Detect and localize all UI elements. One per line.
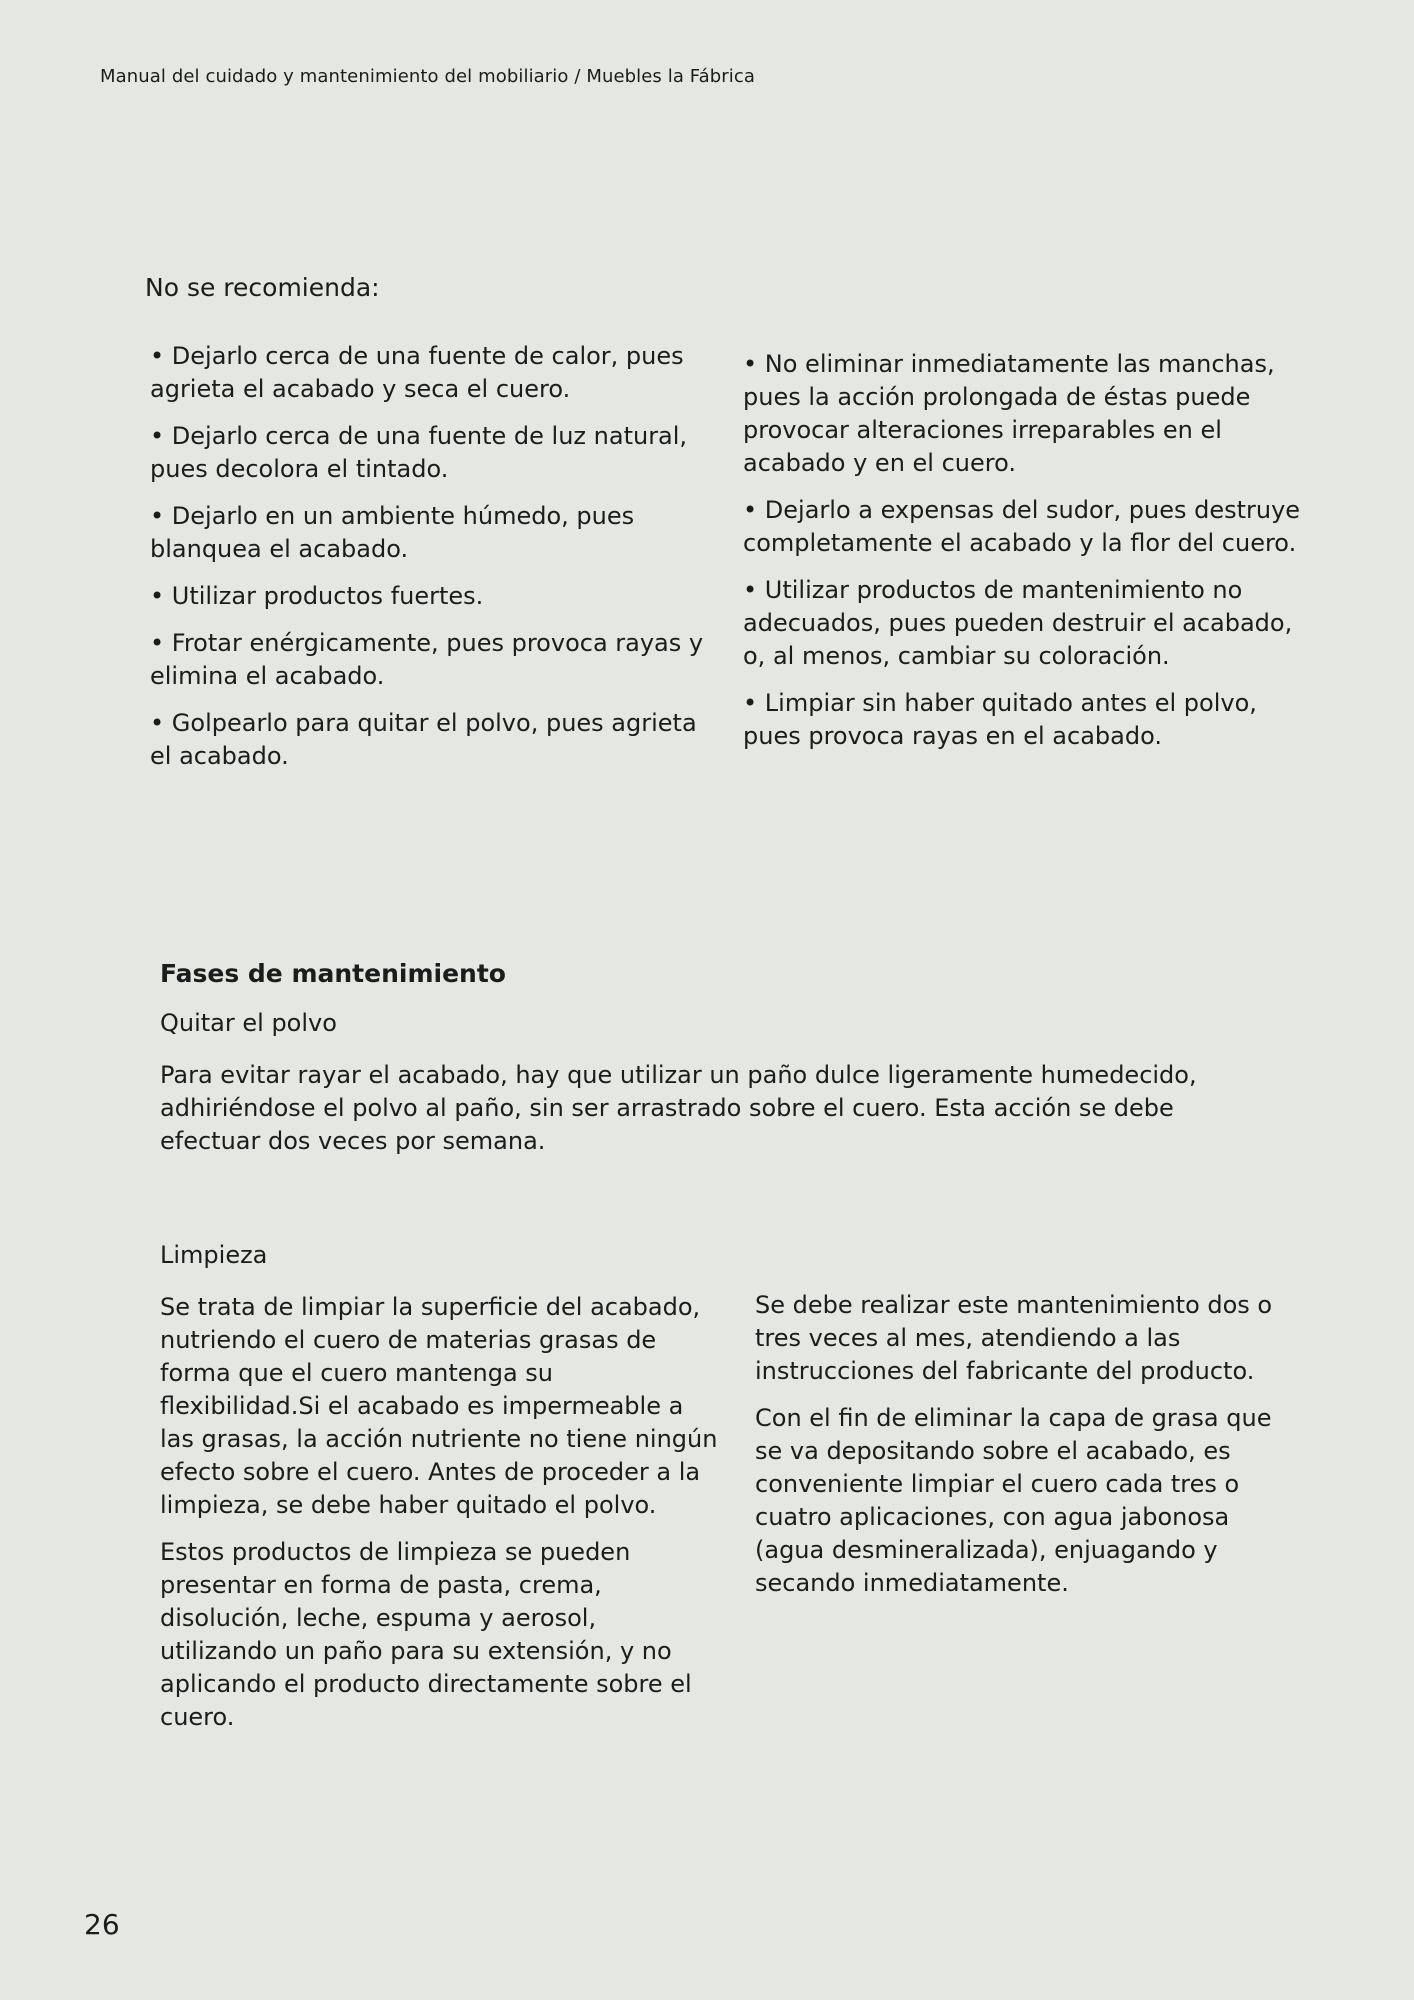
running-header: Manual del cuidado y mantenimiento del mobiliario / Muebles la Fábrica xyxy=(100,66,755,87)
list-item: • Dejarlo a expensas del sudor, pues destruye completamente el acabado y la flor del cuero. xyxy=(743,496,1301,557)
list-item: • Utilizar productos fuertes. xyxy=(150,582,484,610)
subheading-quitar-polvo: Quitar el polvo xyxy=(160,1009,337,1037)
list-item: • No eliminar inmediatamente las manchas, pues la acción prolongada de éstas puede provocar alteraciones irreparables en el acabado y en el cuero. xyxy=(743,350,1275,477)
list-item: • Frotar enérgicamente, pues provoca rayas y elimina el acabado. xyxy=(150,629,704,690)
limpieza-right-column xyxy=(755,1289,1275,1614)
list-item: • Dejarlo cerca de una fuente de luz natural, pues decolora el tintado. xyxy=(150,422,688,483)
paragraph: Se debe realizar este mantenimiento dos o tres veces al mes, atendiendo a las instrucciones del fabricante del producto. xyxy=(755,1291,1273,1385)
list-item: • Dejarlo cerca de una fuente de calor, pues agrieta el acabado y seca el cuero. xyxy=(150,342,684,403)
paragraph-quitar-polvo: Para evitar rayar el acabado, hay que utilizar un paño dulce ligeramente humedecido, adhiriéndose el polvo al paño, sin ser arrastrado sobre el cuero. Esta acción se debe efectuar dos veces por semana. xyxy=(160,1061,1197,1155)
intro-label: No se recomienda: xyxy=(145,273,380,302)
paragraph: Con el fin de eliminar la capa de grasa que se va depositando sobre el acabado, es conveniente limpiar el cuero cada tres o cuatro aplicaciones, con agua jabonosa (agua desmineralizada), enjuagando y secando inmediatamente. xyxy=(755,1404,1272,1597)
paragraph: Se trata de limpiar la superficie del acabado, nutriendo el cuero de materias grasas de forma que el cuero mantenga su flexibilidad.Si el acabado es impermeable a las grasas, la acción nutriente no tiene ningún efecto sobre el cuero. Antes de proceder a la limpieza, se debe haber quitado el polvo. xyxy=(160,1293,718,1519)
not-recommended-left-column xyxy=(150,340,725,787)
list-item: • Golpearlo para quitar el polvo, pues agrieta el acabado. xyxy=(150,709,697,770)
list-item: • Limpiar sin haber quitado antes el polvo, pues provoca rayas en el acabado. xyxy=(743,689,1257,750)
list-item: • Dejarlo en un ambiente húmedo, pues blanquea el acabado. xyxy=(150,502,635,563)
page-number: 26 xyxy=(84,1908,120,1941)
limpieza-left-column xyxy=(160,1291,720,1748)
section-title: Fases de mantenimiento xyxy=(160,959,506,988)
list-item: • Utilizar productos de mantenimiento no adecuados, pues pueden destruir el acabado, o, al menos, cambiar su coloración. xyxy=(743,576,1293,670)
not-recommended-right-column xyxy=(743,348,1313,767)
paragraph: Estos productos de limpieza se pueden presentar en forma de pasta, crema, disolución, leche, espuma y aerosol, utilizando un paño para su extensión, y no aplicando el producto directamente sobre el cuero. xyxy=(160,1538,692,1731)
subheading-limpieza: Limpieza xyxy=(160,1241,268,1269)
